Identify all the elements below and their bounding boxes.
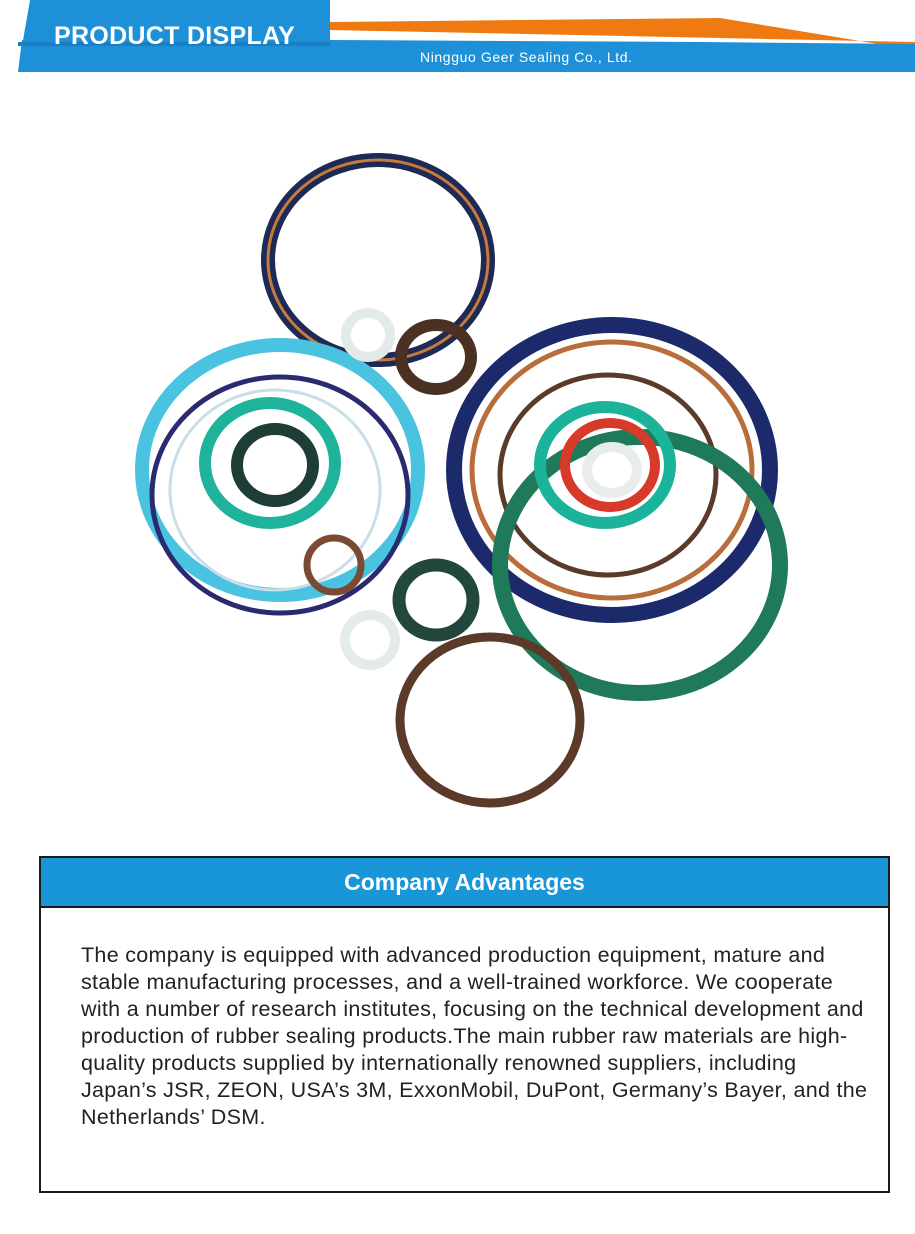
- company-name: Ningguo Geer Sealing Co., Ltd.: [420, 49, 633, 65]
- advantages-header: [41, 858, 888, 908]
- banner-title: PRODUCT DISPLAY: [54, 22, 296, 50]
- o-ring-illustration: [40, 95, 880, 860]
- advantages-title: Company Advantages: [344, 868, 585, 895]
- company-advantages-panel: [39, 856, 890, 1193]
- advantages-body: The company is equipped with advanced production equipment, mature and stable manufacturing processes, and a well-trained workforce. We cooperate with a number of research institutes, focusing on the technical development and production of rubber sealing products.The main rubber raw materials are high-quality products supplied by internationally renowned suppliers, including Japan’s JSR, ZEON, USA’s 3M, ExxonMobil, DuPont, Germany’s Bayer, and the Netherlands’ DSM.: [81, 943, 868, 1129]
- header-banner: [0, 0, 915, 80]
- o-ring-photo: [40, 95, 880, 860]
